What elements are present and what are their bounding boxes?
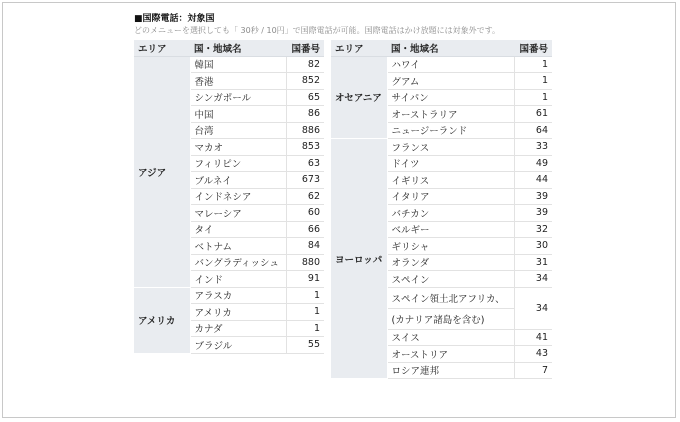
country-name-cell: スイス — [387, 329, 514, 346]
column-header-area: エリア — [134, 40, 190, 56]
country-name-cell: ブルネイ — [190, 172, 286, 189]
country-name-cell: インドネシア — [190, 188, 286, 205]
country-name-cell: 台湾 — [190, 122, 286, 139]
country-name-cell: スペイン — [387, 271, 514, 288]
country-name-cell: (カナリア諸島を含む) — [387, 308, 514, 329]
country-name-cell: イタリア — [387, 188, 514, 205]
column-header-country: 国・地域名 — [387, 40, 514, 56]
country-code-cell: 880 — [286, 254, 324, 271]
country-code-cell: 34 — [514, 271, 552, 288]
country-code-cell: 61 — [514, 106, 552, 123]
country-name-cell: フランス — [387, 139, 514, 156]
column-header-area: エリア — [331, 40, 387, 56]
country-code-cell: 31 — [514, 254, 552, 271]
country-code-cell: 49 — [514, 155, 552, 172]
country-code-cell: 84 — [286, 238, 324, 255]
country-name-cell: ベトナム — [190, 238, 286, 255]
country-code-cell: 55 — [286, 337, 324, 354]
country-name-cell: マレーシア — [190, 205, 286, 222]
country-code-cell: 33 — [514, 139, 552, 156]
country-code-cell: 86 — [286, 106, 324, 123]
country-name-cell: ギリシャ — [387, 238, 514, 255]
country-code-cell: 853 — [286, 139, 324, 156]
country-name-cell: ベルギー — [387, 221, 514, 238]
table-row — [331, 56, 552, 73]
area-cell: オセアニア — [331, 56, 387, 139]
country-name-cell: スペイン領土北アフリカ、 — [387, 287, 514, 308]
country-code-cell: 65 — [286, 89, 324, 106]
country-code-cell: 82 — [286, 56, 324, 73]
table-row — [134, 56, 324, 73]
country-name-cell: 中国 — [190, 106, 286, 123]
country-code-cell: 91 — [286, 271, 324, 288]
country-name-cell: バチカン — [387, 205, 514, 222]
column-header-country: 国・地域名 — [190, 40, 286, 56]
table-row — [134, 287, 324, 304]
area-cell: アメリカ — [134, 287, 190, 353]
country-code-cell: 63 — [286, 155, 324, 172]
country-code-cell: 62 — [286, 188, 324, 205]
country-name-cell: グアム — [387, 73, 514, 90]
country-code-table-left — [134, 40, 324, 354]
country-code-cell: 44 — [514, 172, 552, 189]
country-code-cell: 7 — [514, 362, 552, 379]
country-name-cell: オーストラリア — [387, 106, 514, 123]
country-code-cell: 39 — [514, 205, 552, 222]
country-name-cell: オーストリア — [387, 346, 514, 363]
country-code-cell: 1 — [514, 73, 552, 90]
country-name-cell: フィリピン — [190, 155, 286, 172]
country-code-cell: 1 — [286, 304, 324, 321]
country-name-cell: バングラディッシュ — [190, 254, 286, 271]
country-code-cell: 32 — [514, 221, 552, 238]
country-name-cell: マカオ — [190, 139, 286, 156]
country-name-cell: インド — [190, 271, 286, 288]
column-header-code: 国番号 — [286, 40, 324, 56]
country-name-cell: アラスカ — [190, 287, 286, 304]
country-code-cell: 39 — [514, 188, 552, 205]
country-name-cell: タイ — [190, 221, 286, 238]
country-code-cell: 41 — [514, 329, 552, 346]
country-code-cell: 1 — [514, 56, 552, 73]
country-name-cell: カナダ — [190, 320, 286, 337]
country-code-cell: 886 — [286, 122, 324, 139]
country-code-cell: 64 — [514, 122, 552, 139]
country-name-cell: オランダ — [387, 254, 514, 271]
country-name-cell: サイパン — [387, 89, 514, 106]
area-cell: アジア — [134, 56, 190, 287]
country-code-cell: 1 — [286, 287, 324, 304]
country-name-cell: ニュージーランド — [387, 122, 514, 139]
country-code-cell: 34 — [514, 287, 552, 329]
country-name-cell: ブラジル — [190, 337, 286, 354]
country-name-cell: 韓国 — [190, 56, 286, 73]
country-name-cell: シンガポール — [190, 89, 286, 106]
country-name-cell: イギリス — [387, 172, 514, 189]
country-code-cell: 673 — [286, 172, 324, 189]
section-heading: ■国際電話：対象国 — [134, 14, 215, 24]
country-name-cell: 香港 — [190, 73, 286, 90]
country-name-cell: アメリカ — [190, 304, 286, 321]
country-code-cell: 1 — [286, 320, 324, 337]
country-code-cell: 852 — [286, 73, 324, 90]
country-code-cell: 43 — [514, 346, 552, 363]
country-code-table-right — [331, 40, 552, 379]
country-code-cell: 66 — [286, 221, 324, 238]
country-code-cell: 60 — [286, 205, 324, 222]
country-name-cell: ハワイ — [387, 56, 514, 73]
country-name-cell: ロシア連邦 — [387, 362, 514, 379]
rate-note: どのメニューを選択しても「 30秒 / 10円」で国際電話が可能。国際電話はかけ放題には対象外です。 — [134, 26, 501, 35]
column-header-code: 国番号 — [514, 40, 552, 56]
area-cell: ヨーロッパ — [331, 139, 387, 379]
country-name-cell: ドイツ — [387, 155, 514, 172]
country-code-cell: 30 — [514, 238, 552, 255]
table-row — [331, 139, 552, 156]
country-code-cell: 1 — [514, 89, 552, 106]
